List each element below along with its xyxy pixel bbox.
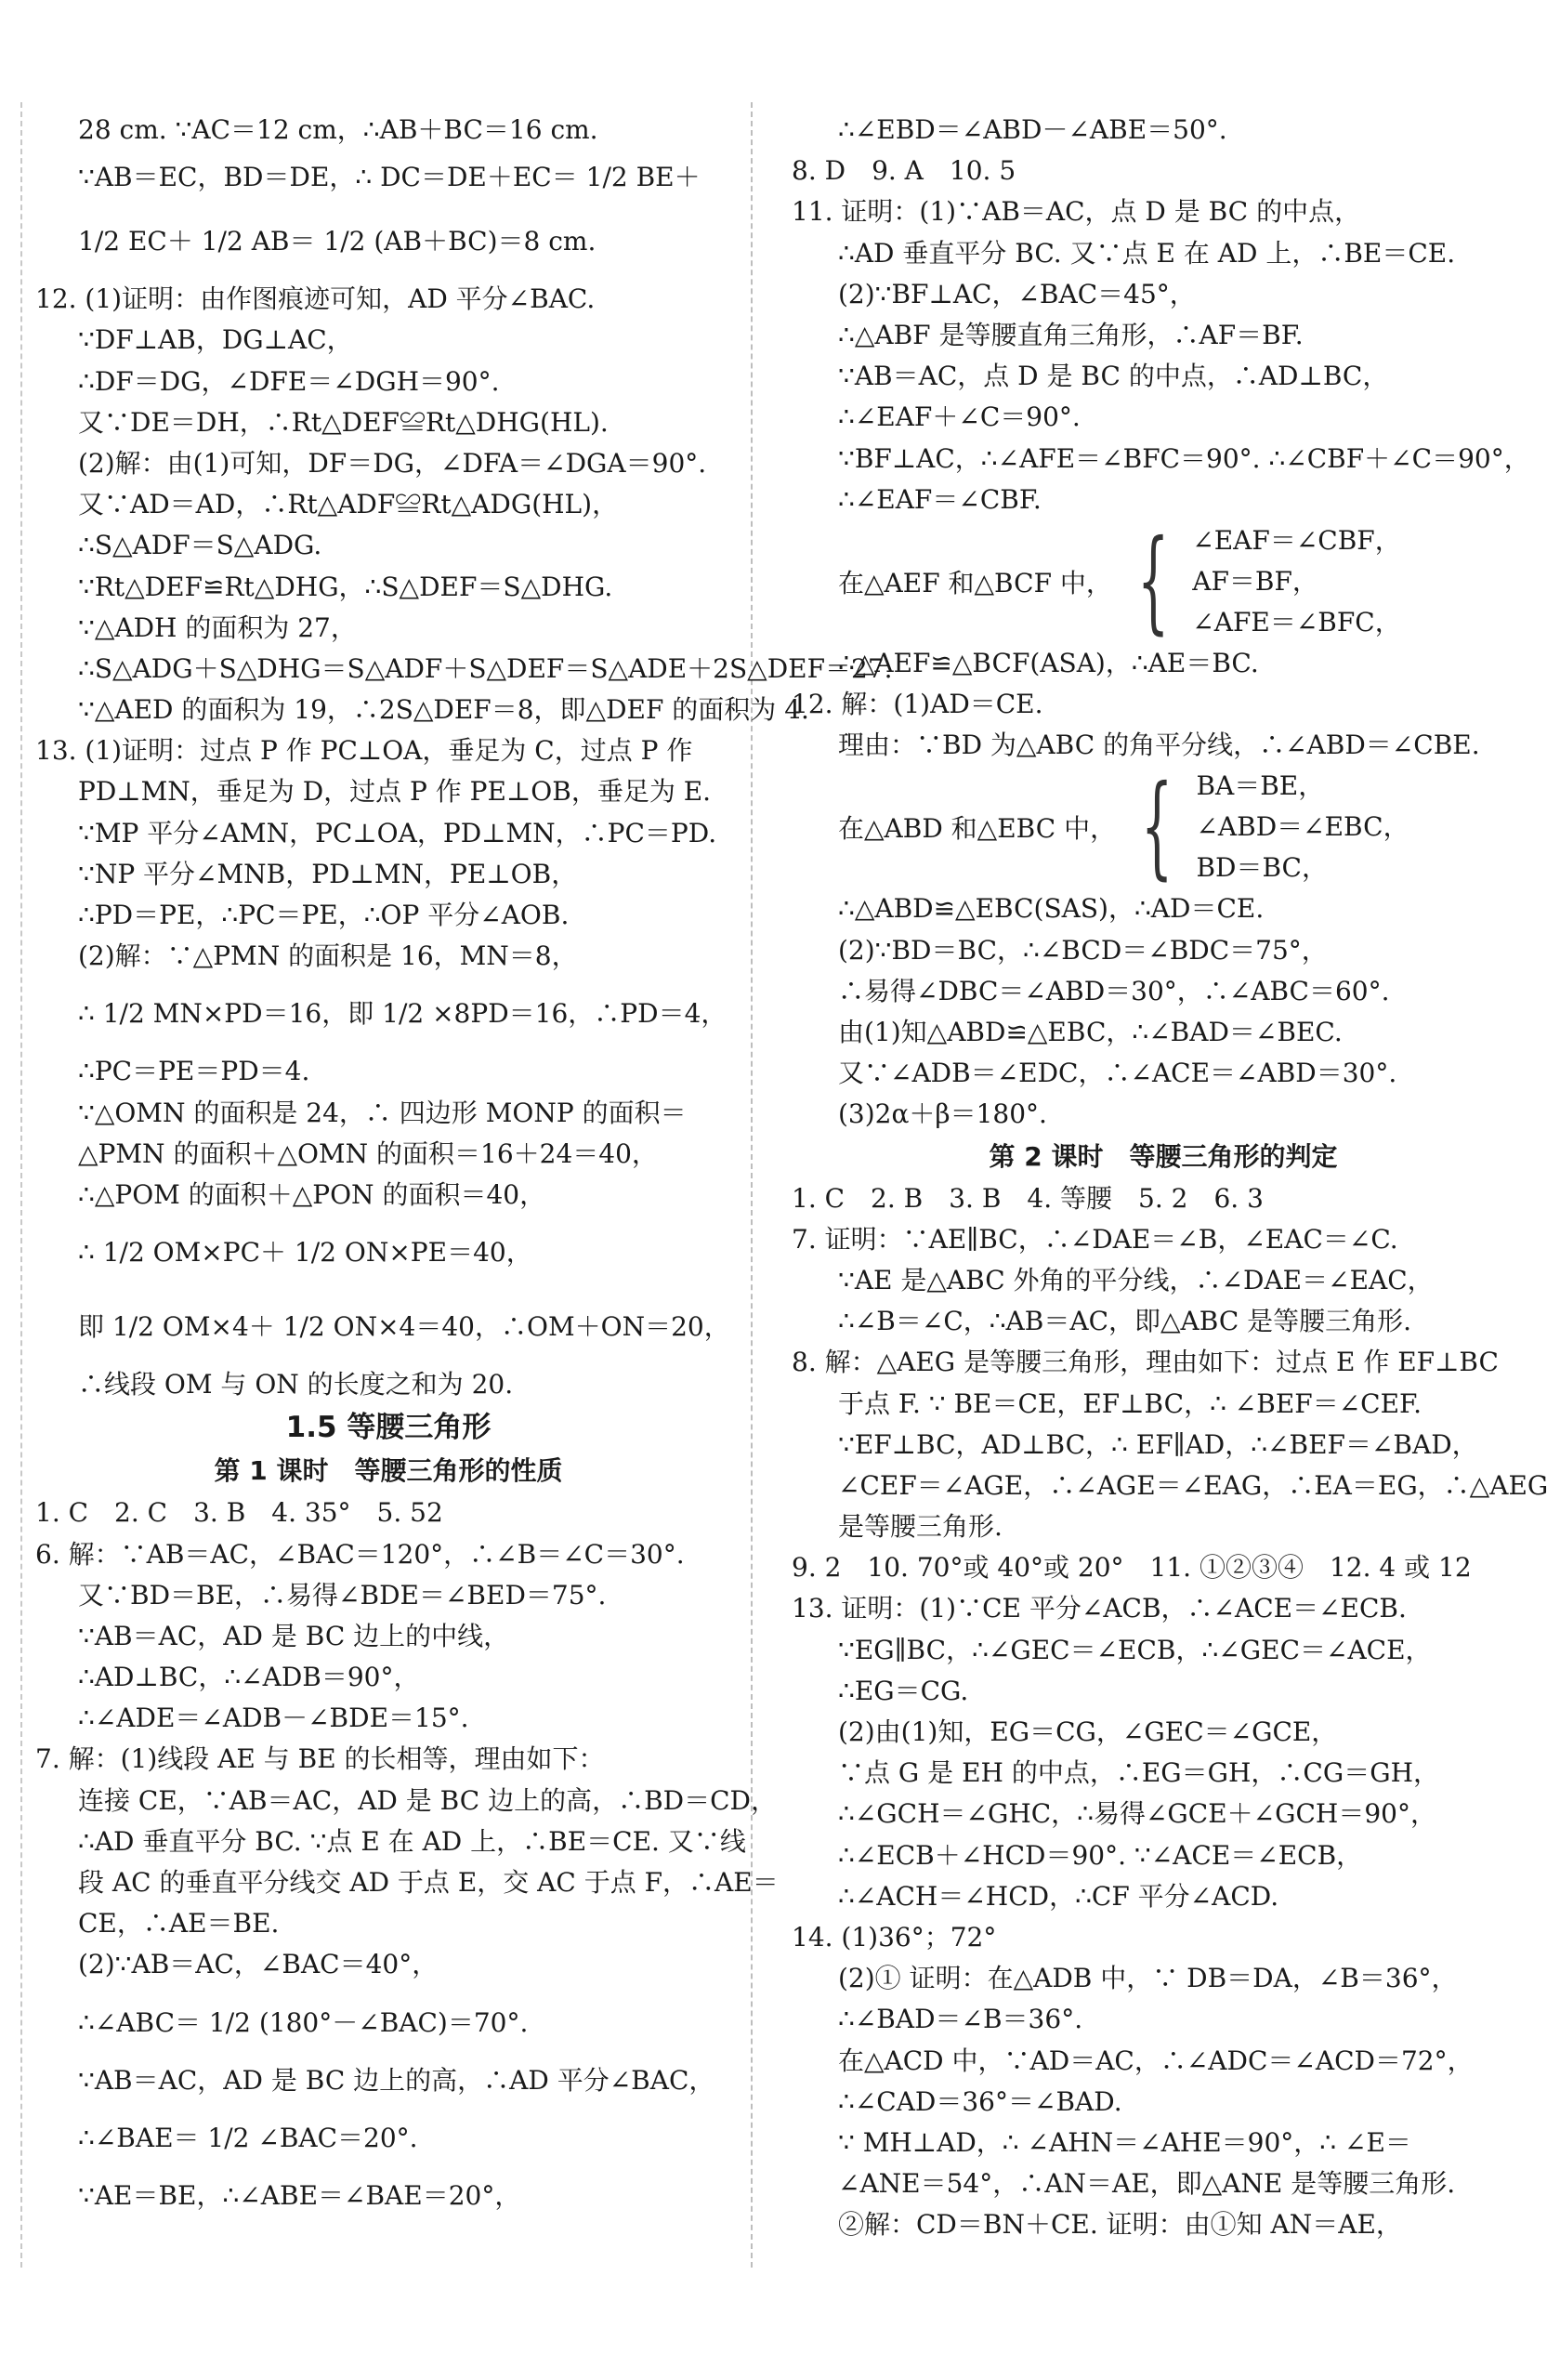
brace-conditions: [1196, 766, 1409, 888]
text-line: 即 1/2 OM×4＋ 1/2 ON×4＝40，∴OM＋ON＝20，: [78, 1311, 730, 1343]
condition-line: BD＝BC，: [1196, 852, 1328, 884]
text-line: 12. 解：(1)AD＝CE.: [792, 689, 1043, 720]
text-line: ∵MP 平分∠AMN，PC⊥OA，PD⊥MN，∴PC＝PD.: [78, 817, 717, 848]
text-line: 11. 证明：(1)∵AB＝AC，点 D 是 BC 的中点，: [792, 196, 1361, 228]
text-line: 连接 CE，∵AB＝AC，AD 是 BC 边上的高，∴BD＝CD，: [78, 1784, 777, 1816]
text-line: (3)2α＋β＝180°.: [838, 1098, 1047, 1130]
text-line: (2)∵BF⊥AC，∠BAC＝45°，: [838, 278, 1196, 309]
text-line: ∠CEF＝∠AGE，∴∠AGE＝∠EAG，∴EA＝EG，∴△AEG: [838, 1469, 1549, 1501]
section-title: 1.5 等腰三角形: [285, 1411, 492, 1445]
text-line: 9. 2 10. 70°或 40°或 20° 11. ①②③④ 12. 4 或 12: [792, 1552, 1472, 1584]
text-line: ∴△ABD≌△EBC(SAS)，∴AD＝CE.: [838, 893, 1265, 925]
text-line: ∵AB＝AC，AD 是 BC 边上的高，∴AD 平分∠BAC，: [78, 2064, 715, 2096]
column-divider: [751, 102, 753, 2268]
text-line: 7. 证明：∵AE∥BC，∴∠DAE＝∠B，∠EAC＝∠C.: [792, 1223, 1398, 1255]
text-line: ∴S△ADG＋S△DHG＝S△ADF＋S△DEF＝S△ADE＋2S△DEF＝27.: [78, 652, 893, 684]
text-line: ∴∠BAD＝∠B＝36°.: [838, 2004, 1083, 2035]
text-line: ∴易得∠DBC＝∠ABD＝30°，∴∠ABC＝60°.: [838, 975, 1390, 1006]
text-line: ∵AB＝EC，BD＝DE，∴ DC＝DE＋EC＝ 1/2 BE＋: [78, 162, 701, 193]
text-line: ∴S△ADF＝S△ADG.: [78, 530, 322, 561]
text-line: ∴EG＝CG.: [838, 1675, 969, 1706]
text-line: ∠ANE＝54°，∴AN＝AE，即△ANE 是等腰三角形.: [838, 2168, 1456, 2200]
text-line: ∴△AEF≌△BCF(ASA)，∴AE＝BC.: [838, 647, 1259, 678]
text-line: 1/2 EC＋ 1/2 AB＝ 1/2 (AB＋BC)＝8 cm.: [78, 226, 596, 257]
text-line: ∴PC＝PE＝PD＝4.: [78, 1056, 310, 1087]
text-line: ∴DF＝DG，∠DFE＝∠DGH＝90°.: [78, 365, 500, 397]
text-line: ∵△OMN 的面积是 24，∴ 四边形 MONP 的面积＝: [78, 1097, 687, 1128]
text-line: ∴∠ACH＝∠HCD，∴CF 平分∠ACD.: [838, 1880, 1279, 1912]
condition-line: BA＝BE，: [1196, 770, 1325, 802]
text-line: ∵BF⊥AC，∴∠AFE＝∠BFC＝90°. ∴∠CBF＋∠C＝90°，: [838, 442, 1530, 474]
text-line: ∵AE＝BE，∴∠ABE＝∠BAE＝20°，: [78, 2179, 521, 2211]
text-line: ∴∠GCH＝∠GHC，∴易得∠GCE＋∠GCH＝90°，: [838, 1798, 1436, 1830]
text-line: 7. 解：(1)线段 AE 与 BE 的长相等，理由如下：: [35, 1743, 605, 1775]
brace-label: 在△ABD 和△EBC 中，: [838, 813, 1117, 845]
text-line: 13. (1)证明：过点 P 作 PC⊥OA，垂足为 C，过点 P 作: [35, 735, 693, 767]
condition-line: ∠ABD＝∠EBC，: [1196, 811, 1409, 843]
text-line: 6. 解：∵AB＝AC，∠BAC＝120°，∴∠B＝∠C＝30°.: [35, 1538, 685, 1570]
text-line: 又∵∠ADB＝∠EDC，∴∠ACE＝∠ABD＝30°.: [838, 1058, 1397, 1089]
text-line: (2)∵AB＝AC，∠BAC＝40°，: [78, 1949, 439, 1980]
condition-line: ∠AFE＝∠BFC，: [1192, 606, 1401, 638]
text-line: PD⊥MN，垂足为 D，过点 P 作 PE⊥OB，垂足为 E.: [78, 776, 712, 808]
text-line: 由(1)知△ABD≌△EBC，∴∠BAD＝∠BEC.: [838, 1017, 1343, 1047]
text-line: ∴∠ABC＝ 1/2 (180°－∠BAC)＝70°.: [78, 2006, 529, 2038]
text-line: ∴AD 垂直平分 BC. ∵点 E 在 AD 上，∴BE＝CE. 又∵线: [78, 1825, 746, 1857]
text-line: CE，∴AE＝BE.: [78, 1908, 280, 1940]
text-line: ∴线段 OM 与 ON 的长度之和为 20.: [78, 1369, 514, 1400]
text-line: 1. C 2. B 3. B 4. 等腰 5. 2 6. 3: [792, 1182, 1264, 1214]
text-line: ∴PD＝PE，∴PC＝PE，∴OP 平分∠AOB.: [78, 900, 570, 930]
text-line: 又∵BD＝BE，∴易得∠BDE＝∠BED＝75°.: [78, 1579, 607, 1611]
text-line: ∴△ABF 是等腰直角三角形，∴AF＝BF.: [838, 319, 1304, 350]
text-line: (2)由(1)知，EG＝CG，∠GEC＝∠GCE，: [838, 1716, 1338, 1747]
text-line: ∵AB＝AC，AD 是 BC 边上的中线，: [78, 1620, 510, 1651]
text-line: 28 cm. ∵AC＝12 cm，∴AB＋BC＝16 cm.: [78, 114, 598, 145]
text-line: 理由：∵BD 为△ABC 的角平分线，∴∠ABD＝∠CBE.: [838, 730, 1480, 761]
text-line: (2)① 证明：在△ADB 中，∵ DB＝DA，∠B＝36°，: [838, 1963, 1458, 1994]
text-line: (2)解：由(1)可知，DF＝DG，∠DFA＝∠DGA＝90°.: [78, 447, 707, 479]
text-line: ∴ 1/2 MN×PD＝16，即 1/2 ×8PD＝16，∴PD＝4，: [78, 998, 728, 1030]
text-line: ∴∠EAF＋∠C＝90°.: [838, 401, 1081, 433]
text-line: ∴△POM 的面积＋△PON 的面积＝40，: [78, 1178, 546, 1210]
left-brace-icon: {: [1141, 762, 1173, 892]
text-line: ∴ 1/2 OM×PC＋ 1/2 ON×PE＝40，: [78, 1237, 532, 1269]
text-line: ∵AB＝AC，点 D 是 BC 的中点，∴AD⊥BC，: [838, 361, 1389, 392]
text-line: ∵Rt△DEF≌Rt△DHG，∴S△DEF＝S△DHG.: [78, 571, 613, 602]
text-line: 13. 证明：(1)∵CE 平分∠ACB，∴∠ACE＝∠ECB.: [792, 1593, 1407, 1624]
left-margin-rule: [20, 102, 22, 2268]
text-line: 12. (1)证明：由作图痕迹可知，AD 平分∠BAC.: [35, 283, 596, 315]
brace-system-1: [792, 516, 1535, 646]
text-line: (2)解：∵△PMN 的面积是 16，MN＝8，: [78, 940, 578, 972]
text-line: 段 AC 的垂直平分线交 AD 于点 E，交 AC 于点 F，∴AE＝: [78, 1867, 779, 1898]
text-line: ∵NP 平分∠MNB，PD⊥MN，PE⊥OB，: [78, 858, 578, 889]
text-line: ∴∠ADE＝∠ADB－∠BDE＝15°.: [78, 1703, 469, 1734]
text-line: ∵EG∥BC，∴∠GEC＝∠ECB，∴∠GEC＝∠ACE，: [838, 1634, 1432, 1665]
brace-system-2: [792, 762, 1535, 892]
text-line: ∵DF⊥AB，DG⊥AC，: [78, 324, 353, 356]
text-line: ∵点 G 是 EH 的中点，∴EG＝GH，∴CG＝GH，: [838, 1757, 1439, 1789]
text-line: 14. (1)36°；72°: [792, 1921, 997, 1953]
text-line: 是等腰三角形.: [838, 1511, 1003, 1543]
text-line: 又∵AD＝AD，∴Rt△ADF≌Rt△ADG(HL)，: [78, 489, 619, 520]
text-line: 于点 F. ∵ BE＝CE，EF⊥BC，∴ ∠BEF＝∠CEF.: [838, 1387, 1422, 1419]
text-line: ∴∠CAD＝36°＝∠BAD.: [838, 2085, 1122, 2117]
condition-line: AF＝BF，: [1192, 565, 1318, 597]
text-line: 8. 解：△AEG 是等腰三角形，理由如下：过点 E 作 EF⊥BC: [792, 1347, 1499, 1378]
text-line: 在△ACD 中，∵AD＝AC，∴∠ADC＝∠ACD＝72°，: [838, 2045, 1474, 2076]
text-line: △PMN 的面积＋△OMN 的面积＝16＋24＝40，: [78, 1137, 658, 1169]
text-line: 1. C 2. C 3. B 4. 35° 5. 52: [35, 1497, 443, 1529]
text-line: 又∵DE＝DH，∴Rt△DEF≌Rt△DHG(HL).: [78, 406, 609, 438]
text-line: ∵ MH⊥AD，∴ ∠AHN＝∠AHE＝90°，∴ ∠E＝: [838, 2126, 1411, 2158]
text-line: ∴∠EBD＝∠ABD－∠ABE＝50°.: [838, 114, 1227, 145]
brace-label: 在△AEF 和△BCF 中，: [838, 567, 1112, 598]
left-brace-icon: {: [1136, 516, 1170, 646]
text-line: ∵AE 是△ABC 外角的平分线，∴∠DAE＝∠EAC，: [838, 1264, 1434, 1295]
text-line: ∴∠EAF＝∠CBF.: [838, 483, 1042, 515]
brace-conditions: [1192, 520, 1400, 643]
text-line: ∵△ADH 的面积为 27，: [78, 611, 357, 643]
text-line: ∴AD 垂直平分 BC. 又∵点 E 在 AD 上，∴BE＝CE.: [838, 237, 1456, 269]
lesson-1-title: 第 1 课时 等腰三角形的性质: [214, 1455, 563, 1487]
text-line: ∴AD⊥BC，∴∠ADB＝90°，: [78, 1662, 420, 1693]
right-column: [792, 110, 1549, 2245]
text-line: ②解：CD＝BN＋CE. 证明：由①知 AN＝AE，: [838, 2209, 1402, 2241]
text-line: ∵△AED 的面积为 19，∴2S△DEF＝8，即△DEF 的面积为 4.: [78, 694, 809, 726]
text-line: 8. D 9. A 10. 5: [792, 155, 1016, 187]
condition-line: ∠EAF＝∠CBF，: [1192, 524, 1401, 556]
text-line: ∵EF⊥BC，AD⊥BC，∴ EF∥AD，∴∠BEF＝∠BAD，: [838, 1428, 1478, 1460]
text-line: (2)∵BD＝BC，∴∠BCD＝∠BDC＝75°，: [838, 934, 1328, 966]
lesson-2-title: 第 2 课时 等腰三角形的判定: [989, 1140, 1338, 1172]
left-column: [35, 110, 893, 2216]
text-line: ∴∠B＝∠C，∴AB＝AC，即△ABC 是等腰三角形.: [838, 1306, 1412, 1337]
text-line: ∴∠ECB＋∠HCD＝90°. ∵∠ACE＝∠ECB，: [838, 1839, 1363, 1871]
text-line: ∴∠BAE＝ 1/2 ∠BAC＝20°.: [78, 2122, 418, 2153]
